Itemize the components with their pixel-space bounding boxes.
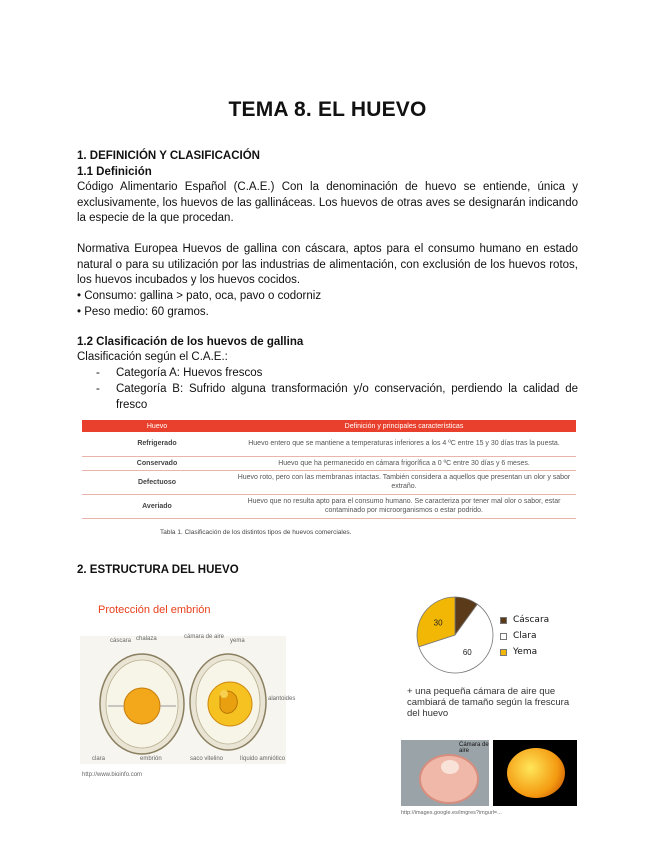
- table-cell: Conservado: [82, 456, 232, 470]
- figure-label: líquido amniótico: [240, 756, 286, 762]
- dash-bullet: -: [96, 383, 100, 395]
- legend-swatch-cascara: [500, 617, 507, 624]
- figure-label: embrión: [140, 756, 162, 762]
- table-cell: Huevo que no resulta apto para el consumo humano. Se caracteriza por tener mal olor o sabor, estar contaminado por microorganismos o estar podrido.: [232, 494, 576, 518]
- figure-label: clara: [92, 756, 106, 762]
- egg-structure-figure: [80, 634, 296, 764]
- air-chamber-note: + una pequeña cámara de aire que cambiará de tamaño según la frescura del huevo: [407, 686, 570, 719]
- candled-egg-photo: [493, 740, 577, 806]
- legend-label: Yema: [513, 647, 538, 657]
- weight-bullet: • Peso medio: 60 gramos.: [77, 306, 209, 318]
- figure-label: yema: [230, 638, 245, 644]
- figure-label: alantoides: [268, 696, 296, 702]
- table-row: [82, 456, 576, 470]
- legend-label: Clara: [513, 631, 537, 641]
- figure-label: cámara de aire: [184, 634, 225, 640]
- table-cell: Defectuoso: [82, 470, 232, 494]
- section-1-heading: 1. DEFINICIÓN Y CLASIFICACIÓN: [77, 150, 260, 162]
- pie-data-label: 30: [433, 618, 443, 628]
- page-title: TEMA 8. EL HUEVO: [228, 98, 427, 121]
- egg-shell-photo: [401, 740, 489, 806]
- category-b: Categoría B: Sufrido alguna transformación y/o conservación, perdiendo la calidad de fresco: [116, 383, 578, 411]
- table-row: [82, 470, 576, 494]
- legend-swatch-clara: [500, 633, 507, 640]
- consumption-bullet: • Consumo: gallina > pato, oca, pavo o codorniz: [77, 290, 322, 302]
- figure-label: cáscara: [110, 638, 132, 644]
- classification-intro: Clasificación según el C.A.E.:: [77, 351, 228, 363]
- egg-structure-illustration: [80, 636, 286, 764]
- egg-classification-table: [82, 420, 576, 519]
- definition-paragraph: Código Alimentario Español (C.A.E.) Con la denominación de huevo se entiende, única y exclusivamente, los huevos de las gallináceas. Los huevos de otras aves se designarán indicando la especie de la que procedan.: [77, 181, 578, 225]
- dash-bullet: -: [96, 367, 100, 379]
- eu-regulation-paragraph: Normativa Europea Huevos de gallina con cáscara, aptos para el consumo humano en estado natural o para su utilización por las industrias de alimentación, con exclusión de los huevos rotos, los huevos incubados y los huevos cocidos.: [77, 243, 578, 287]
- section-2-heading: 2. ESTRUCTURA DEL HUEVO: [77, 564, 239, 576]
- table-row: [82, 494, 576, 518]
- figure-label: saco vitelino: [190, 756, 224, 762]
- subsection-1-1-heading: 1.1 Definición: [77, 166, 152, 178]
- air-chamber-shape: [441, 760, 459, 774]
- photo-label: Cámara de aire: [459, 742, 489, 754]
- photo-credit: http://images.google.es/imgres?imgurl=...: [401, 810, 502, 816]
- legend-swatch-yema: [500, 649, 507, 656]
- table-cell: Huevo entero que se mantiene a temperaturas inferiores a los 4 ºC entre 15 y 30 días tras la puesta.: [232, 432, 576, 456]
- table-header: Huevo: [82, 420, 232, 432]
- table-header: Definición y principales características: [232, 420, 576, 432]
- table-cell: Refrigerado: [82, 432, 232, 456]
- category-a: Categoría A: Huevos frescos: [116, 367, 263, 379]
- table-header-row: [82, 420, 576, 432]
- figure-credit: http://www.bioinfo.com: [82, 772, 143, 778]
- table-row: [82, 432, 576, 456]
- table-cell: Huevo roto, pero con las membranas intactas. También considera a aquellos que presentan un olor y sabor extraño.: [232, 470, 576, 494]
- glowing-egg-shape: [507, 748, 565, 798]
- subsection-1-2-heading: 1.2 Clasificación de los huevos de gallina: [77, 336, 304, 348]
- pie-data-label: 60: [462, 647, 472, 657]
- legend-label: Cáscara: [513, 615, 550, 625]
- embryo-figure-title: Protección del embrión: [98, 604, 211, 616]
- table-cell: Averiado: [82, 494, 232, 518]
- figure-label: chalaza: [136, 636, 157, 642]
- egg-composition-pie-chart: [414, 594, 496, 676]
- table-cell: Huevo que ha permanecido en cámara frigorífica a 0 ºC entre 30 días y 6 meses.: [232, 456, 576, 470]
- table-caption: Tabla 1. Clasificación de los distintos tipos de huevos comerciales.: [160, 529, 352, 536]
